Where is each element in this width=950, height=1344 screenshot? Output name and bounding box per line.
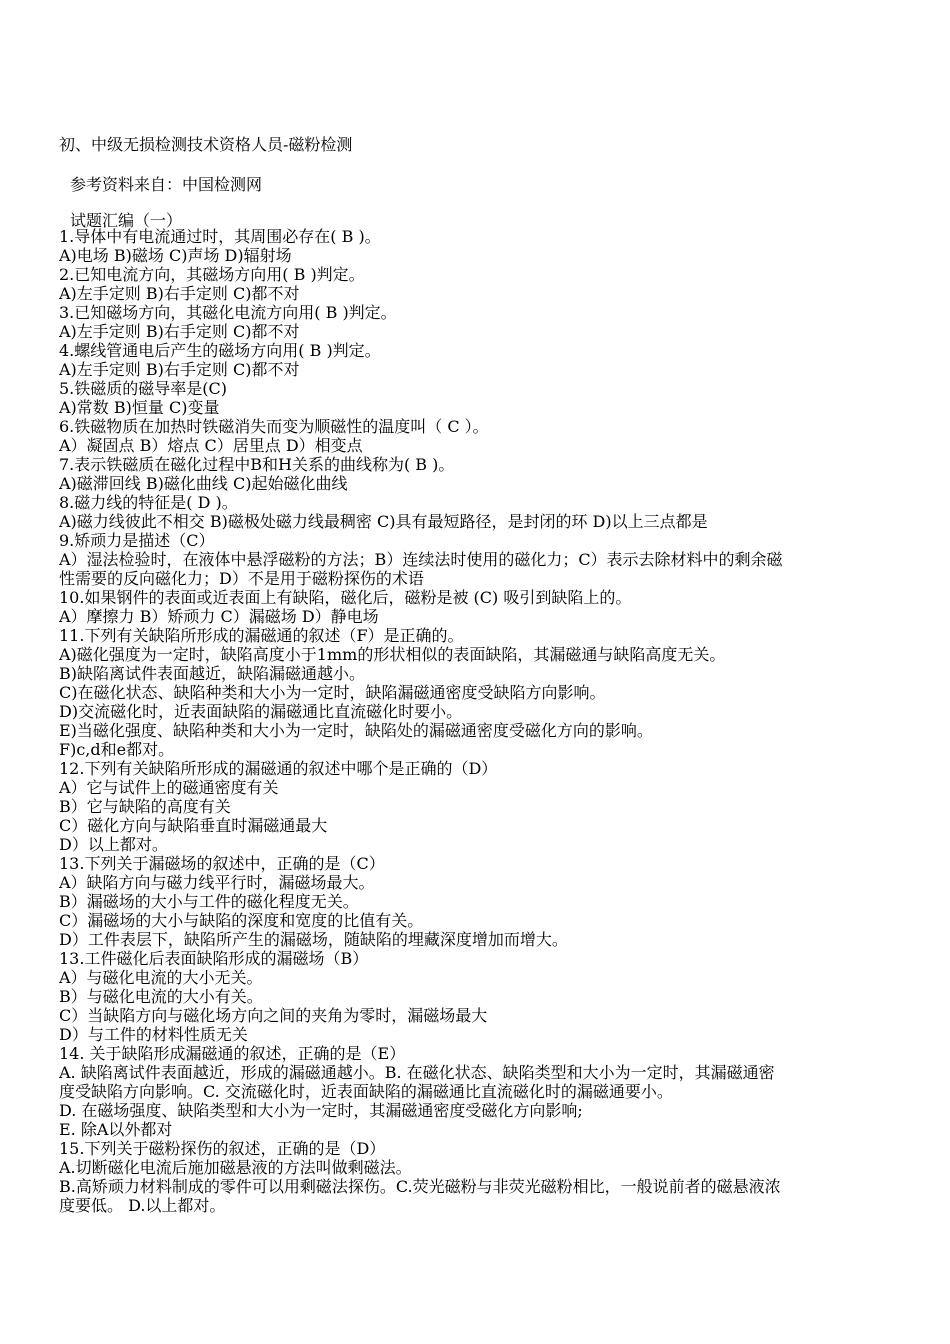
source-note: 参考资料来自：中国检测网 <box>70 175 263 194</box>
text-line: A.切断磁化电流后施加磁悬液的方法叫做剩磁法。 <box>59 1158 412 1177</box>
text-line: A）凝固点 B）熔点 C）居里点 D）相变点 <box>59 436 363 455</box>
text-line: A）缺陷方向与磁力线平行时，漏磁场最大。 <box>59 873 375 892</box>
text-line: A)电场 B)磁场 C)声场 D)辐射场 <box>59 246 292 265</box>
text-line: 8.磁力线的特征是( D )。 <box>59 493 238 512</box>
text-line: B.高矫顽力材料制成的零件可以用剩磁法探伤。C.荧光磁粉与非荧光磁粉相比，一般说前者的磁悬液浓 <box>59 1177 781 1196</box>
text-line: D. 在磁场强度、缺陷类型和大小为一定时，其漏磁通密度受磁化方向影响; <box>59 1101 583 1120</box>
text-line: 9.矫顽力是描述（C） <box>59 531 215 550</box>
text-line: 度受缺陷方向影响。C. 交流磁化时，近表面缺陷的漏磁通比直流磁化时的漏磁通要小。 <box>59 1082 673 1101</box>
section-heading: 试题汇编（一） <box>70 211 183 230</box>
text-line: 4.螺线管通电后产生的磁场方向用( B )判定。 <box>59 341 381 360</box>
text-line: 11.下列有关缺陷所形成的漏磁通的叙述（F）是正确的。 <box>59 626 464 645</box>
text-line: A)磁力线彼此不相交 B)磁极处磁力线最稠密 C)具有最短路径，是封闭的环 D)以上三点都是 <box>59 512 708 531</box>
text-line: A）摩擦力 B）矫顽力 C）漏磁场 D）静电场 <box>59 607 379 626</box>
text-line: A)磁化强度为一定时，缺陷高度小于1mm的形状相似的表面缺陷，其漏磁通与缺陷高度无关。 <box>59 645 726 664</box>
text-line: C）漏磁场的大小与缺陷的深度和宽度的比值有关。 <box>59 911 424 930</box>
text-line: A)左手定则 B)右手定则 C)都不对 <box>59 360 300 379</box>
text-line: B）它与缺陷的高度有关 <box>59 797 231 816</box>
text-line: 5.铁磁质的磁导率是(C) <box>59 379 227 398</box>
text-line: 1.导体中有电流通过时，其周围必存在( B )。 <box>59 227 381 246</box>
text-line: A)磁滞回线 B)磁化曲线 C)起始磁化曲线 <box>59 474 348 493</box>
text-line: C）磁化方向与缺陷垂直时漏磁通最大 <box>59 816 328 835</box>
text-line: 2.已知电流方向，其磁场方向用( B )判定。 <box>59 265 365 284</box>
text-line: 14. 关于缺陷形成漏磁通的叙述，正确的是（E） <box>59 1044 406 1063</box>
text-line: 性需要的反向磁化力；D）不是用于磁粉探伤的术语 <box>59 569 424 588</box>
text-line: A）湿法检验时，在液体中悬浮磁粉的方法；B）连续法时使用的磁化力；C）表示去除材料中的剩余磁 <box>59 550 783 569</box>
text-line: A）与磁化电流的大小无关。 <box>59 968 263 987</box>
text-line: D）以上都对。 <box>59 835 168 854</box>
text-line: B）与磁化电流的大小有关。 <box>59 987 263 1006</box>
text-line: F)c,d和e都对。 <box>59 740 175 759</box>
text-line: A. 缺陷离试件表面越近，形成的漏磁通越小。B. 在磁化状态、缺陷类型和大小为一定时，其漏磁通密 <box>59 1063 775 1082</box>
text-line: D）工件表层下，缺陷所产生的漏磁场，随缺陷的埋藏深度增加而增大。 <box>59 930 568 949</box>
text-line: 15.下列关于磁粉探伤的叙述，正确的是（D） <box>59 1139 386 1158</box>
question-list <box>59 227 921 1215</box>
text-line: 6.铁磁物质在加热时铁磁消失而变为顺磁性的温度叫（ C ）。 <box>59 417 489 436</box>
text-line: C）当缺陷方向与磁化场方向之间的夹角为零时，漏磁场最大 <box>59 1006 488 1025</box>
text-line: B)缺陷离试件表面越近，缺陷漏磁通越小。 <box>59 664 366 683</box>
text-line: E. 除A以外都对 <box>59 1120 173 1139</box>
text-line: 13.下列关于漏磁场的叙述中，正确的是（C） <box>59 854 385 873</box>
text-line: A)左手定则 B)右手定则 C)都不对 <box>59 322 300 341</box>
text-line: B）漏磁场的大小与工件的磁化程度无关。 <box>59 892 359 911</box>
text-line: 7.表示铁磁质在磁化过程中B和H关系的曲线称为( B )。 <box>59 455 455 474</box>
text-line: A）它与试件上的磁通密度有关 <box>59 778 279 797</box>
document-title: 初、中级无损检测技术资格人员-磁粉检测 <box>59 135 353 154</box>
text-line: E)当磁化强度、缺陷种类和大小为一定时，缺陷处的漏磁通密度受磁化方向的影响。 <box>59 721 653 740</box>
text-line: D)交流磁化时，近表面缺陷的漏磁通比直流磁化时要小。 <box>59 702 463 721</box>
text-line: C)在磁化状态、缺陷种类和大小为一定时，缺陷漏磁通密度受缺陷方向影响。 <box>59 683 606 702</box>
text-line: 度要低。 D.以上都对。 <box>59 1196 226 1215</box>
text-line: A)左手定则 B)右手定则 C)都不对 <box>59 284 300 303</box>
text-line: A)常数 B)恒量 C)变量 <box>59 398 220 417</box>
text-line: 3.已知磁场方向，其磁化电流方向用( B )判定。 <box>59 303 397 322</box>
text-line: D）与工件的材料性质无关 <box>59 1025 248 1044</box>
text-line: 12.下列有关缺陷所形成的漏磁通的叙述中哪个是正确的（D） <box>59 759 498 778</box>
text-line: 13.工件磁化后表面缺陷形成的漏磁场（B） <box>59 949 369 968</box>
text-line: 10.如果钢件的表面或近表面上有缺陷，磁化后，磁粉是被 (C) 吸引到缺陷上的。 <box>59 588 632 607</box>
